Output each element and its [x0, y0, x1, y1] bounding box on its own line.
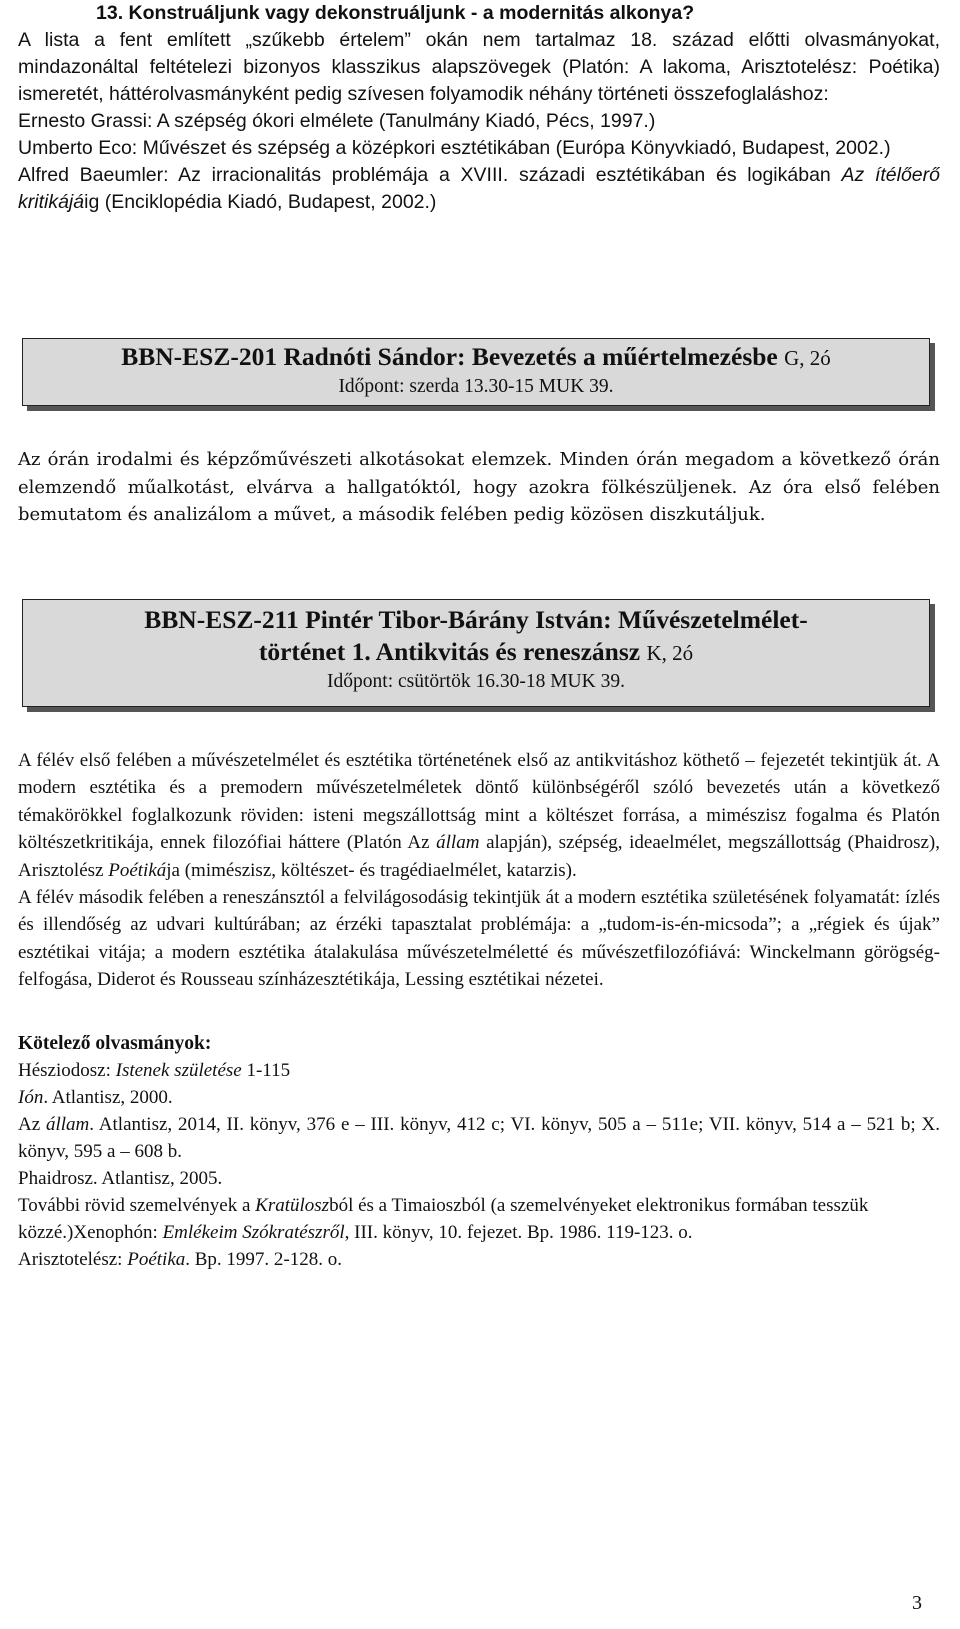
course-1-header-box	[22, 338, 930, 406]
section-intro: A lista a fent említett „szűkebb értelem” okán nem tartalmaz 18. század előtti olvasmányokat, mindazonáltal feltételezi bizonyos klasszikus alapszövegek (Platón: A lakoma, Arisztotelész: Poétika) ismeretét, háttérolvasmányként pedig szívesen folyamodik néhány történeti összefoglaláshoz:	[18, 29, 940, 105]
section-13	[18, 0, 940, 216]
rr-text: . Atlantisz, 2014, II. könyv, 376 e – III. könyv, 412 c; VI. könyv, 505 a – 511e; VII. könyv, 514 a – 521 b; X. könyv, 595 a – 608 b.	[18, 1113, 940, 1162]
rr-text: 1-115	[241, 1059, 291, 1081]
course-2-kind: K, 2ó	[646, 641, 694, 665]
course-2-description-block	[18, 747, 940, 1273]
course-2-time: Időpont: csütörtök 16.30-18 MUK 39.	[327, 671, 625, 692]
rr-text: , III. könyv, 10. fejezet. Bp. 1986. 119-123. o.	[344, 1221, 693, 1243]
rr-italic: Emlékeim Szókratészről	[162, 1221, 345, 1243]
required-reading-item	[18, 1246, 940, 1273]
rr-text: Phaidrosz. Atlantisz, 2005.	[18, 1167, 223, 1189]
reading-text: ig (Enciklopédia Kiadó, Budapest, 2002.)	[84, 191, 437, 213]
rr-italic: Kratülosz	[255, 1194, 330, 1216]
para-text: alapján), szépség, ideaelmélet, megszállottság (Phaidrosz), Arisztolész	[18, 832, 941, 881]
para-italic: állam	[436, 832, 480, 854]
required-reading-item	[18, 1165, 940, 1192]
course-1-description: Az órán irodalmi és képzőművészeti alkotásokat elemzek. Minden órán megadom a következő órán elemzendő műalkotást, elvárva a hallgatóktól, hogy azokra fölkészüljenek. Az óra első felében bemutatom és analizálom a művet, a második felében pedig közösen diszkutáljuk.	[18, 449, 940, 525]
course-2-paragraph-2: A félév második felében a reneszánsztól a felvilágosodásig tekintjük át a modern esztétika születésének folyamatát: ízlés és illendőség az udvari kultúrában; az érzéki tapasztalat problémája: a „tudom-is-én-micsoda”; a „régiek és újak” esztétikai vitája; a modern esztétika átalakulása művészetelméletté és művészetfilozófiává: Winckelmann görögség-felfogása, Diderot és Rousseau színházesztétikája, Lessing esztétikai nézetei.	[18, 887, 940, 991]
rr-text: Arisztotelész:	[18, 1248, 128, 1270]
course-2-title-line-2	[23, 636, 929, 669]
course-1-title-line	[23, 341, 929, 374]
course-2-header-box	[22, 599, 930, 707]
required-reading-item	[18, 1084, 940, 1111]
course-1-description-block	[18, 446, 940, 529]
rr-italic: állam	[45, 1113, 90, 1135]
course-2-paragraph-1	[18, 747, 940, 884]
course-2-title: történet 1. Antikvitás és reneszánsz	[258, 637, 641, 666]
rr-text: . Bp. 1997. 2-128. o.	[185, 1248, 342, 1270]
para-text: ja (mimészisz, költészet- és tragédiaelmélet, katarzis).	[166, 859, 577, 881]
reading-text: Alfred Baeumler: Az irracionalitás problémája a XVIII. századi esztétikában és logikában	[18, 164, 842, 186]
course-1-time: Időpont: szerda 13.30-15 MUK 39.	[338, 376, 614, 397]
rr-italic: Istenek születése	[115, 1059, 242, 1081]
reading-item: Ernesto Grassi: A szépség ókori elmélete (Tanulmány Kiadó, Pécs, 1997.)	[18, 110, 656, 132]
reading-italic: Az ítélőerő kritikájá	[18, 164, 940, 213]
rr-text: Hésziodosz:	[18, 1059, 116, 1081]
required-readings-heading: Kötelező olvasmányok:	[18, 1032, 212, 1054]
course-1-title: BBN-ESZ-201 Radnóti Sándor: Bevezetés a műértelmezésbe	[121, 342, 778, 371]
required-reading-item	[18, 1192, 940, 1246]
reading-item	[18, 162, 940, 216]
para-italic: Poétiká	[108, 859, 167, 881]
rr-italic: Ión	[18, 1086, 44, 1108]
page-number: 3	[912, 1592, 922, 1614]
rr-text: Az	[18, 1113, 46, 1135]
course-1-kind: G, 2ó	[784, 346, 831, 370]
rr-text: ból és a Timaioszból (a szemelvényeket elektronikus formában tesszük közzé.)Xenophón:	[18, 1194, 869, 1243]
rr-text: További rövid szemelvények a	[18, 1194, 256, 1216]
course-2-title-line-1: BBN-ESZ-211 Pintér Tibor-Bárány István: Művészetelmélet-	[144, 605, 808, 634]
rr-text: . Atlantisz, 2000.	[43, 1086, 173, 1108]
required-reading-item	[18, 1057, 940, 1084]
para-text: A félév első felében a művészetelmélet és esztétika történetének első az antikvitáshoz köthető – fejezetét tekintjük át. A modern esztétika és a premodern művészetelméletek döntő különbségéről szóló bevezetés után a következő témakörökkel foglalkozunk röviden: isteni megszállottság mint a költészet forrása, a mimészisz fogalma és Platón költészetkritikája, ennek filozófiai háttere (Platón Az	[18, 750, 940, 854]
rr-italic: Poétika	[127, 1248, 186, 1270]
required-reading-item	[18, 1111, 940, 1165]
reading-item: Umberto Eco: Művészet és szépség a középkori esztétikában (Európa Könyvkiadó, Budapest, 2002.)	[18, 137, 891, 159]
section-heading: 13. Konstruáljunk vagy dekonstruáljunk - a modernitás alkonya?	[96, 2, 695, 24]
